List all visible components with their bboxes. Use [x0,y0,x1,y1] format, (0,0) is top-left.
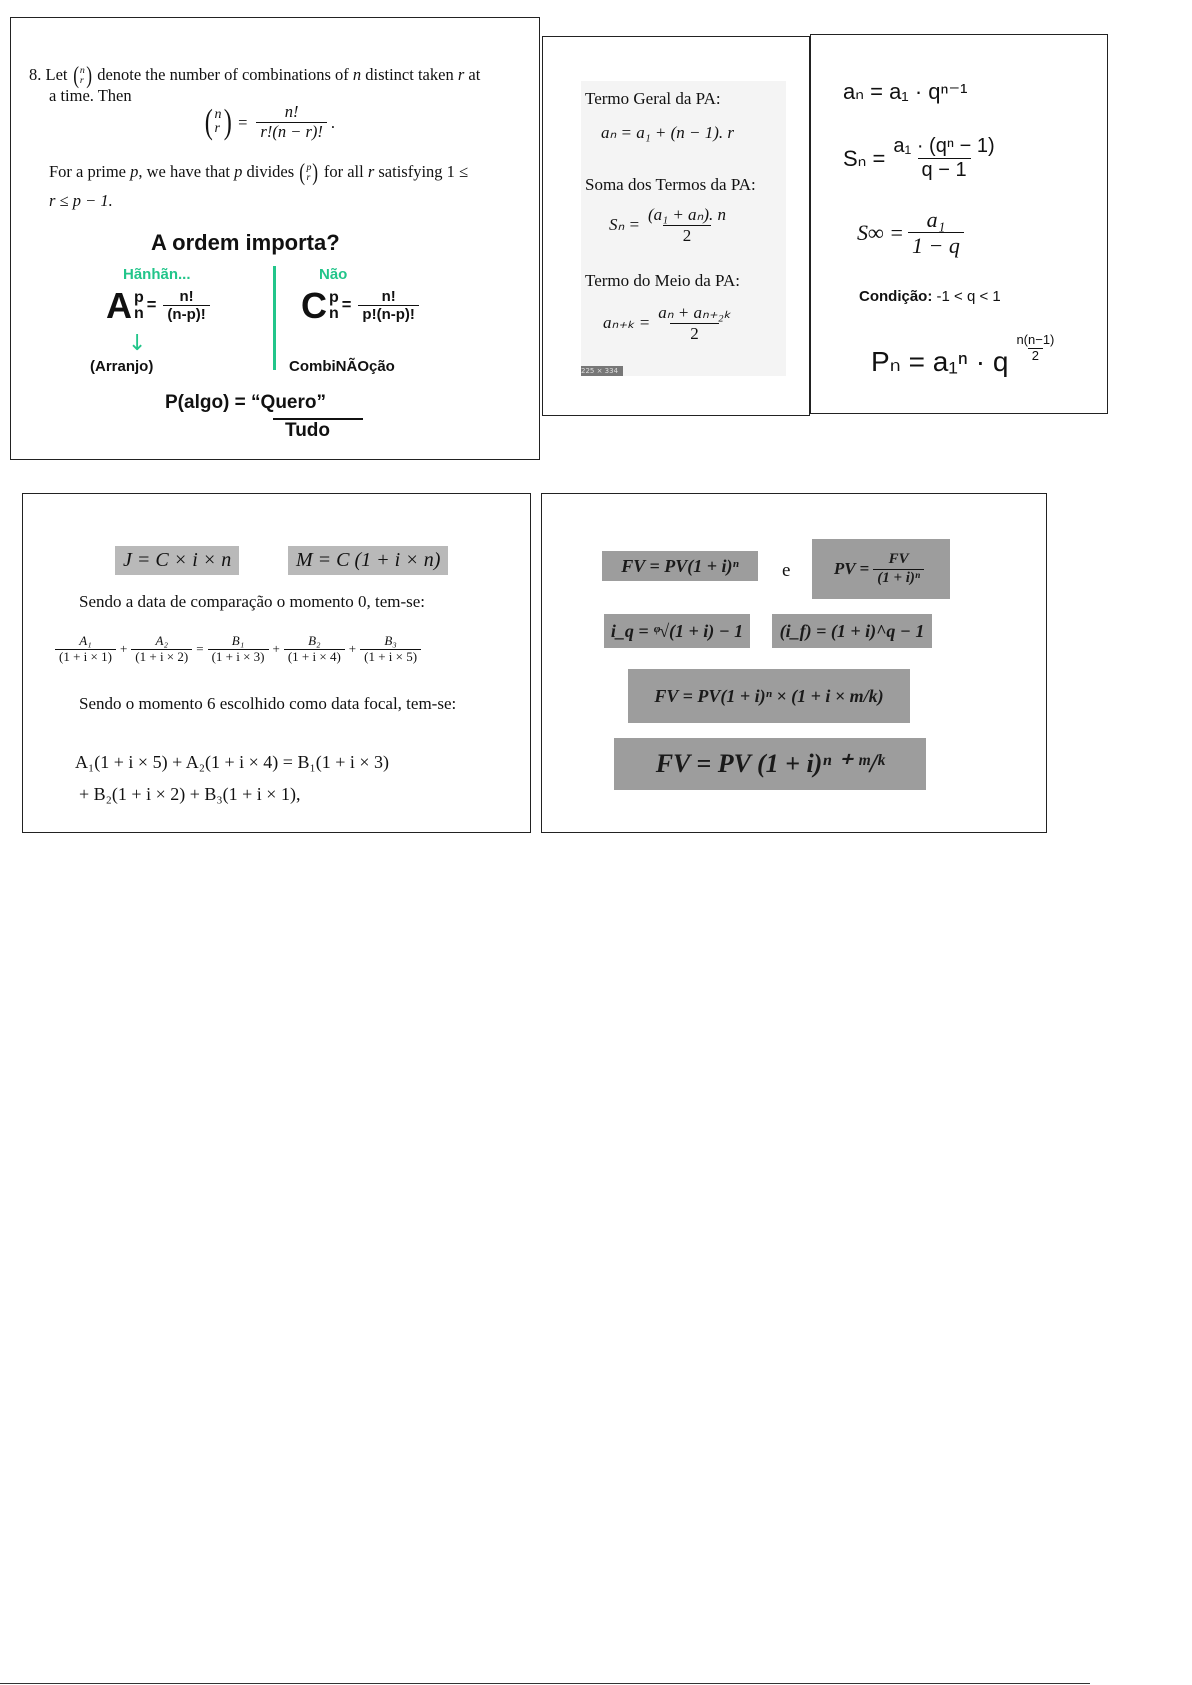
op-equals: = [196,641,204,657]
equivalent-rate-formula: i_q = ᵠ√(1 + i) − 1 [604,614,750,648]
green-divider [273,266,276,370]
sn-num: a₁ · (qⁿ − 1) [893,135,995,157]
text-for-prime: For a prime [49,162,126,182]
frac-num: n! [284,102,299,121]
arrangement-formula [106,284,214,327]
term-a1 [55,634,116,665]
pv-num: FV [888,551,909,568]
binomial-fraction [256,103,326,142]
term-b3 [360,634,421,665]
text-for-all: for all [323,162,364,182]
combination-fraction [358,288,418,324]
meio-den: 2 [670,323,719,344]
meio-num: aₙ + aₙ₊₂ₖ [658,303,731,322]
sup-p: p [134,289,144,307]
interest-formula: J = C × i × n [115,546,239,575]
op-plus-1: + [119,641,128,657]
sn-den: q − 1 [918,158,971,182]
sn-lhs: Sₙ = [843,145,886,171]
var-p: p [130,162,139,182]
term-b2 [284,634,345,665]
label-termo-geral: Termo Geral da PA: [585,89,721,108]
focal-equation-line1: A₁(1 + i × 5) + A₂(1 + i × 4) = B₁(1 + i × 3) [75,752,390,772]
term-a2-den: (1 + i × 2) [131,649,192,665]
combinatorics-panel [10,17,540,460]
var-n: n [352,65,362,85]
term-b1-num: B₁ [231,633,245,648]
present-value-formula [812,539,950,599]
pg-infinite-sum [857,207,968,259]
sn-fraction [889,135,998,182]
equals-A: = [146,295,157,314]
A-den: (n-p)! [163,305,209,323]
sinf-num: a₁ [926,207,946,232]
effective-rate-formula: (i_f) = (1 + i)^q − 1 [772,614,932,648]
var-r-2: r [367,162,375,182]
pv-fraction [873,551,924,587]
page-footer-rule [0,1683,1090,1684]
text-at: at [468,65,481,85]
var-p-2: p [234,162,243,182]
pn-exp-den: 2 [1028,348,1043,364]
letter-C: C [301,285,327,326]
pn-exponent [1012,333,1058,364]
down-arrow-icon: ↓ [128,331,147,356]
label-meio: Termo do Meio da PA: [585,271,740,290]
pv-lhs: PV = [833,559,870,578]
text-let: Let [45,65,68,85]
sub-n-c: n [329,304,339,322]
term-b2-num: B₂ [308,633,321,648]
sinf-den: 1 − q [908,232,964,258]
term-b3-num: B₃ [384,633,397,648]
focal-equation-line2: + B₂(1 + i × 2) + B₃(1 + i × 1), [79,784,301,804]
simple-interest-panel [22,493,531,833]
compound-interest-panel [541,493,1047,833]
pa-general-term: aₙ = a₁ + (n − 1). r [601,123,735,142]
soma-num: (a₁ + aₙ). n [648,205,726,224]
frac-den: r!(n − r)! [256,122,326,142]
A-num: n! [179,287,194,305]
exponential-convention-formula: FV = PV (1 + i)ⁿ ⁺ ᵐ/ᵏ [614,738,926,790]
C-den: p!(n-p)! [358,305,418,323]
prime-range: r ≤ p − 1. [49,191,113,210]
future-value-formula: FV = PV(1 + i)ⁿ [602,551,758,581]
pg-product [871,332,1062,378]
sup-p-c: p [329,289,339,307]
text-comparison: Sendo a data de comparação o momento 0, tem-se: [79,592,426,611]
sub-n: n [134,304,144,322]
image-size-badge: 225 × 334 [581,366,623,376]
soma-lhs: Sₙ = [609,215,640,235]
equivalence-equation [53,634,423,665]
linear-convention-formula: FV = PV(1 + i)ⁿ × (1 + i × m/k) [628,669,910,723]
text-distinct: distinct taken [365,65,454,85]
item-number: 8. [29,65,42,85]
label-soma: Soma dos Termos da PA: [585,175,756,194]
term-b3-den: (1 + i × 5) [360,649,421,665]
binomial-big: ( n r ) [204,103,232,142]
binomial-p-r: ( p r ) [299,159,319,186]
geometric-progression-panel [810,34,1108,414]
combination-formula [301,284,423,327]
term-b2-den: (1 + i × 4) [284,649,345,665]
letter-A: A [106,285,132,326]
text-focal-date: Sendo o momento 6 escolhido como data focal, tem-se: [79,694,457,713]
text-divides: divides [246,162,295,182]
question-heading: A ordem importa? [151,230,340,255]
binomial-n-r: ( n r ) [72,62,92,89]
prime-divides-text [49,161,519,186]
pg-sum [843,135,1003,182]
term-b1 [208,634,269,665]
conjunction-e: e [782,560,791,581]
probability-numerator: P(algo) = “Quero” [165,392,326,413]
text-denote: denote the number of combinations of [97,65,349,85]
pa-formula-card [581,81,786,376]
op-plus-3: + [348,641,357,657]
right-label: Não [319,266,348,283]
equals-sign: = [238,112,248,132]
pa-middle [603,303,739,343]
term-a1-num: A₁ [79,633,92,648]
term-a2 [131,634,192,665]
probability-denominator: Tudo [285,420,331,441]
pn-lhs: Pₙ = a₁ⁿ · q [871,346,1009,377]
term-a2-num: A₂ [155,633,168,648]
left-label: Hãnhãn... [123,266,191,283]
period: . [330,112,336,132]
term-b1-den: (1 + i × 3) [208,649,269,665]
cond-label: Condição: [859,288,933,305]
var-r: r [457,65,465,85]
op-plus-2: + [272,641,280,657]
sinf-lhs: S∞ = [857,219,905,245]
soma-den: 2 [663,225,712,246]
C-num: n! [381,287,396,305]
amount-formula: M = C (1 + i × n) [288,546,448,575]
arrangement-fraction [163,288,209,324]
text-a-time: a time. Then [49,86,132,105]
convergence-condition [859,288,1001,305]
meio-lhs: aₙ₊ₖ = [603,313,651,333]
text-satisfying: satisfying 1 ≤ [378,162,469,182]
combinacao-label: CombiNÃOção [289,358,395,375]
arranjo-label: (Arranjo) [90,358,154,375]
meio-fraction [654,303,735,343]
cond-value: -1 < q < 1 [936,288,1001,305]
equals-C: = [341,295,352,314]
term-a1-den: (1 + i × 1) [55,649,116,665]
arithmetic-progression-panel [542,36,810,416]
soma-fraction [644,205,730,245]
text-we-have: , we have that [138,162,230,182]
pn-exp-num: n(n−1) [1016,332,1055,347]
pg-general-term: aₙ = a₁ · qⁿ⁻¹ [843,79,968,104]
sinf-fraction [908,207,964,259]
pa-sum [609,205,734,245]
C-indices [329,290,339,320]
binomial-formula [203,103,335,142]
pv-den: (1 + i)ⁿ [873,569,924,587]
A-indices [134,290,144,320]
